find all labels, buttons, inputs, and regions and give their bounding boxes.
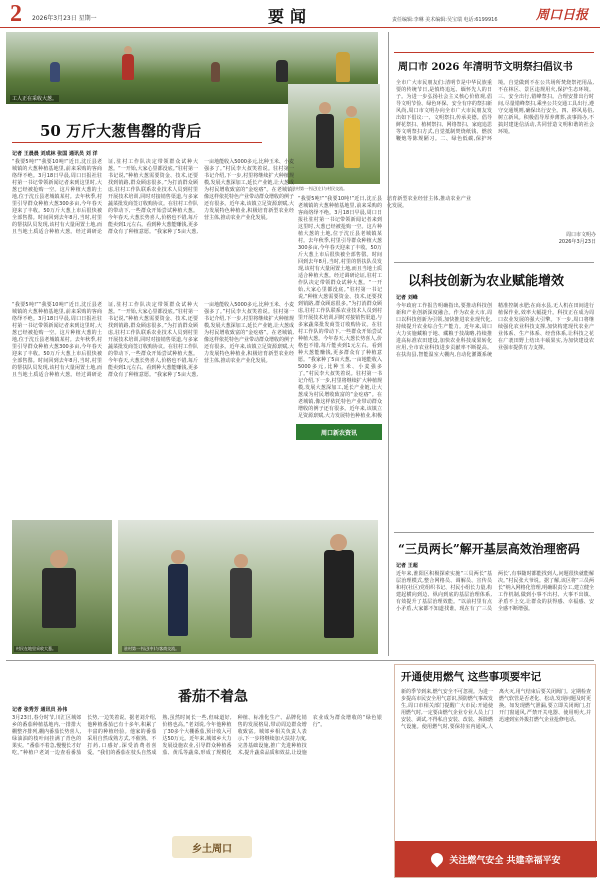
story3-body: 今年政府工作报告明确指出,要推动科技创新和产业创新深度融合。作为农业大市,周口以科技创新为引领,加快推进农业现代化,持续提升农业综合生产能力。近年来,周口大力实施藏粮于地、藏粮于技战略,持续推进高标准农田建设,加快农业科技成果转化应用,全市农业科技进步贡献率不断提高。在扶沟县,智能温室大棚内,自动化灌溉系统精准控制水肥;在商水县,无人机在田间进行植保作业,效率大幅提升。科技正在成为周口农业发展的强大引擎。下一步,周口将继续强化农业科技支撑,加快构建现代农业产业体系、生产体系、经营体系,让科技之花在广袤田野上结出丰硕果实,为加快建设农业强市提供有力支撑。: [396, 303, 594, 358]
person-figure: [168, 564, 188, 636]
worker-figure: [336, 52, 350, 82]
story5-banner-text: 乡土周口: [192, 843, 232, 855]
editors-line: 责任编辑:李琳 美术编辑:吴宝瑞 电话:6199916: [392, 17, 498, 23]
story4-body-block: [396, 562, 594, 656]
story2-top-rule: [394, 52, 594, 53]
story3-body-block: [396, 294, 594, 524]
story1-bottom-photo-right: [118, 520, 378, 654]
story4-headline: “三员两长”解开基层高效治理密码: [398, 542, 580, 556]
person-figure: [344, 118, 360, 168]
story4-top-rule: [394, 532, 594, 533]
person-figure: [324, 550, 354, 638]
story2-headline: 周口市 2026 年清明节文明祭扫倡议书: [398, 62, 573, 73]
qr-banner: [296, 424, 382, 440]
worker-figure: [276, 60, 288, 82]
person-head: [346, 106, 357, 117]
bottom-photo-caption-right: 驻村第一书记(中)与客商交流。: [124, 646, 180, 651]
story2-body: 全市广大市民朋友们:清明节是中华民族重要的传统节日,是慎终追远、缅怀先人的日子。为进一步弘扬社会主义核心价值观,倡导文明节俭、绿色环保、安全有序的祭扫新风尚,周口市文明办向全市广大市民朋友发出如下倡议:一、文明祭扫,传承美德。倡导鲜花祭扫、植树祭扫、网络祭扫、家庭追思等文明祭扫方式,自觉抵制焚烧纸钱、燃放鞭炮等陈规陋习。二、绿色低碳,保护环境。自觉做到不在公共场所焚烧祭祀用品,不在林区、景区违规用火,保护生态环境。三、安全出行,错峰祭扫。合理安排出行时间,尽量错峰祭扫,乘坐公共交通工具出行,遵守交通规则,确保出行安全。四、移风易俗,树立新风。积极倡导厚养薄葬,丧事简办,不搞封建迷信活动,共同营造文明和谐的社会环境。: [396, 80, 594, 142]
section-title: 要闻: [268, 7, 313, 26]
bottom-photo-caption-left: 村民在地里采收大葱。: [16, 646, 56, 651]
story6-box: [394, 664, 596, 878]
story1-body-block: [12, 150, 294, 300]
worker-head: [124, 46, 132, 54]
story1-right-column: “我要5吨!”“我要10吨!”近日,沈丘县老城镇的大葱种植基地里,前来采购的客商络绎不绝。3月18日早晨,周口日报社驻村第一书记带领新闻记者来到这里时,大葱已经被抢购一空。这片种植大葱的土地,位于沈丘县老城镇某村。去年秋季,村里引导群众种植大葱300多亩,今年春天迎来了丰收。50万斤大葱上市后很快被全部售罄。时间回到去年8月,当时,村里的帮扶队员发现,该村有大量闲置土地,而且当地土质适合种植大葱。经过调研论证,驻村工作队决定带领群众试种大葱。“一开始,大家心里都没底。”驻村第一书记说,“种植大葱需要资金、技术,还要找到销路,群众顾虑很多。”为打消群众顾虑,驻村工作队联系农业技术人员到村里开展技术培训,同时对接销售渠道,与多家蔬菜批发商签订收购协议。在驻村工作队的带动下,一些群众开始尝试种植大葱。今年春天,大葱长势喜人,价格也不错,每斤能卖到1元左右。看到种大葱能赚钱,更多群众有了种植意愿。“我家种了5亩大葱,一亩地能收入5000多元,比种玉米、小麦强多了。”村民李大叔笑着说。驻村第一书记介绍,下一步,村里将继续扩大种植规模,发展大葱深加工,延长产业链,让大葱成为村民增收致富的“金疙瘩”。在老城镇,像这样依托特色产业带动群众增收的例子还有很多。近年来,该镇立足资源禀赋,大力发展特色种植业,积极培育新型农业经营主体,推动农业产业化发展。: [298, 196, 471, 419]
story6-banner-text: 关注燃气安全 共建幸福平安: [449, 855, 561, 866]
page-masthead: [0, 0, 600, 28]
qr-label: 周口新农资讯: [320, 429, 357, 437]
worker-figure: [50, 62, 60, 82]
headline-underline: [12, 142, 262, 143]
story5-body: 3月23日,春分时节,川汇区城郊乡的番茄种植基地内,一排排大棚整齐排列,棚内番茄长势喜人,绿油油的枝叶间挂满了青色的果实。“番茄不着急,慢慢长才好吃。”种植户老刘一边查看番茄长势,一边笑着说。据老刘介绍,他种植番茄已有十多年,积累了丰富的种植经验。他家的番茄采用自然成熟方式,不催熟、不打药,口感好,深受消费者喜爱。“我们的番茄在枝头自然成熟,虽然时间长一些,但味道好,价格也高。”老刘说,今年他种植了30多个大棚番茄,预计收入可达50万元。近年来,城郊乡大力发展设施农业,引导群众种植番茄、黄瓜等蔬菜,形成了规模化种植、标准化生产、品牌化销售的发展格局,带动周边群众增收致富。城郊乡相关负责人表示,下一步将继续加大扶持力度,完善基础设施,推广先进种植技术,提升蔬菜品质和效益,让设施农业成为群众增收的“绿色银行”。: [12, 715, 382, 756]
story1-byline: 记者 王晨晨 刘成林 张国 通讯员 刘 洋: [12, 151, 98, 157]
flame-icon: [429, 851, 446, 868]
story3-byline: 记者 刘峰: [396, 295, 418, 301]
story5-byline: 记者 张秀芳 通讯员 孙伟: [12, 707, 68, 713]
column-divider: [388, 32, 389, 656]
story4-byline: 记者 王超: [396, 563, 418, 569]
issue-date: 2026年3月23日 星期一: [32, 15, 97, 22]
story1-bottom-photo-left: [12, 520, 112, 654]
story1-side-photo: [288, 84, 380, 184]
story5-headline: 番茄不着急: [178, 689, 248, 705]
top-photo-caption: 工人正在采收大葱。: [12, 96, 58, 102]
story3-headline: 以科技创新为农业赋能增效: [408, 274, 565, 289]
story1-body: “我要5吨!”“我要10吨!”近日,沈丘县老城镇的大葱种植基地里,前来采购的客商络绎不绝。3月18日早晨,周口日报社驻村第一书记带领新闻记者来到这里时,大葱已经被抢购一空。这片种植大葱的土地,位于沈丘县老城镇某村。去年秋季,村里引导群众种植大葱300多亩,今年春天迎来了丰收。50万斤大葱上市后很快被全部售罄。时间回到去年8月,当时,村里的帮扶队员发现,该村有大量闲置土地,而且当地土质适合种植大葱。经过调研论证,驻村工作队决定带领群众试种大葱。“一开始,大家心里都没底。”驻村第一书记说,“种植大葱需要资金、技术,还要找到销路,群众顾虑很多。”为打消群众顾虑,驻村工作队联系农业技术人员到村里开展技术培训,同时对接销售渠道,与多家蔬菜批发商签订收购协议。在驻村工作队的带动下,一些群众开始尝试种植大葱。今年春天,大葱长势喜人,价格也不错,每斤能卖到1元左右。看到种大葱能赚钱,更多群众有了种植意愿。“我家种了5亩大葱,一亩地能收入5000多元,比种玉米、小麦强多了。”村民李大叔笑着说。驻村第一书记介绍,下一步,村里将继续扩大种植规模,发展大葱深加工,延长产业链,让大葱成为村民增收致富的“金疙瘩”。在老城镇,像这样依托特色产业带动群众增收的例子还有很多。近年来,该镇立足资源禀赋,大力发展特色种植业,积极培育新型农业经营主体,推动农业产业化发展。: [12, 159, 295, 235]
worker-figure: [122, 54, 134, 80]
person-figure: [230, 568, 252, 638]
newspaper-logo: 周口日报: [536, 8, 589, 23]
story6-body: 新的季节到来,燃气安全不可忽视。为进一步提高市民安全用气意识,预防燃气事故发生,周口市相关部门提醒广大市民:开通使用燃气时,一定要由燃气企业专业人员上门安装、调试,不得私自安装、改装、拆除燃气设施。使用燃气时,要保持室内通风,人离火灭,用气结束后要关闭阀门。定期检查燃气软管是否老化、松动,发现问题及时更换。如发现燃气泄漏,要立即关闭阀门,打开门窗通风,严禁开关电器、使用明火,并迅速到室外拨打燃气企业抢修电话。: [401, 689, 591, 730]
story3-top-rule: [394, 262, 594, 263]
story5-banner: [172, 836, 252, 858]
person-head: [171, 550, 185, 564]
story1-body-cont: “我要5吨!”“我要10吨!”近日,沈丘县老城镇的大葱种植基地里,前来采购的客商络绎不绝。3月18日早晨,周口日报社驻村第一书记带领新闻记者来到这里时,大葱已经被抢购一空。这片种植大葱的土地,位于沈丘县老城镇某村。去年秋季,村里引导群众种植大葱300多亩,今年春天迎来了丰收。50万斤大葱上市后很快被全部售罄。时间回到去年8月,当时,村里的帮扶队员发现,该村有大量闲置土地,而且当地土质适合种植大葱。经过调研论证,驻村工作队决定带领群众试种大葱。“一开始,大家心里都没底。”驻村第一书记说,“种植大葱需要资金、技术,还要找到销路,群众顾虑很多。”为打消群众顾虑,驻村工作队联系农业技术人员到村里开展技术培训,同时对接销售渠道,与多家蔬菜批发商签订收购协议。在驻村工作队的带动下,一些群众开始尝试种植大葱。今年春天,大葱长势喜人,价格也不错,每斤能卖到1元左右。看到种大葱能赚钱,更多群众有了种植意愿。“我家种了5亩大葱,一亩地能收入5000多元,比种玉米、小麦强多了。”村民李大叔笑着说。驻村第一书记介绍,下一步,村里将继续扩大种植规模,发展大葱深加工,延长产业链,让大葱成为村民增收致富的“金疙瘩”。在老城镇,像这样依托特色产业带动群众增收的例子还有很多。近年来,该镇立足资源禀赋,大力发展特色种植业,积极培育新型农业经营主体,推动农业产业化发展。: [12, 302, 295, 378]
lower-divider: [6, 660, 594, 661]
story2-signature: 周口市文明办 2026年3月23日: [558, 232, 596, 245]
person-figure: [42, 568, 76, 628]
person-head: [330, 534, 347, 551]
story6-headline: 开通使用燃气 这些事项要牢记: [401, 671, 542, 683]
person-head: [319, 102, 331, 114]
story4-body: 近年来,淮阳区积极探索实施“三员两长”基层治理模式,整合网格员、调解员、宣传员和村(社区)党组织书记、村民小组长力量,构建起横向到边、纵向到底的基层治理体系,有效提升了基层治理效能。“以前村里有点小矛盾,大家都不知道找谁。现在有了‘三员两长’,有事随时都能找到人,问题很快就能解决。”村民张大爷说。据了解,该区将“三员两长”纳入网格化管理,明确职责分工,建立健全工作机制,做到小事不出村、大事不出镇、矛盾不上交,让群众的获得感、幸福感、安全感不断增强。: [396, 571, 594, 612]
story6-banner: [395, 841, 597, 877]
side-photo-caption: 驻村第一书记(左)与村民交流。: [292, 186, 348, 191]
page-number: 2: [10, 1, 22, 27]
person-head: [234, 554, 248, 568]
person-figure: [316, 114, 334, 168]
person-head: [50, 550, 68, 568]
story1-headline: 50 万斤大葱售罄的背后: [40, 122, 202, 140]
worker-figure: [211, 62, 220, 82]
